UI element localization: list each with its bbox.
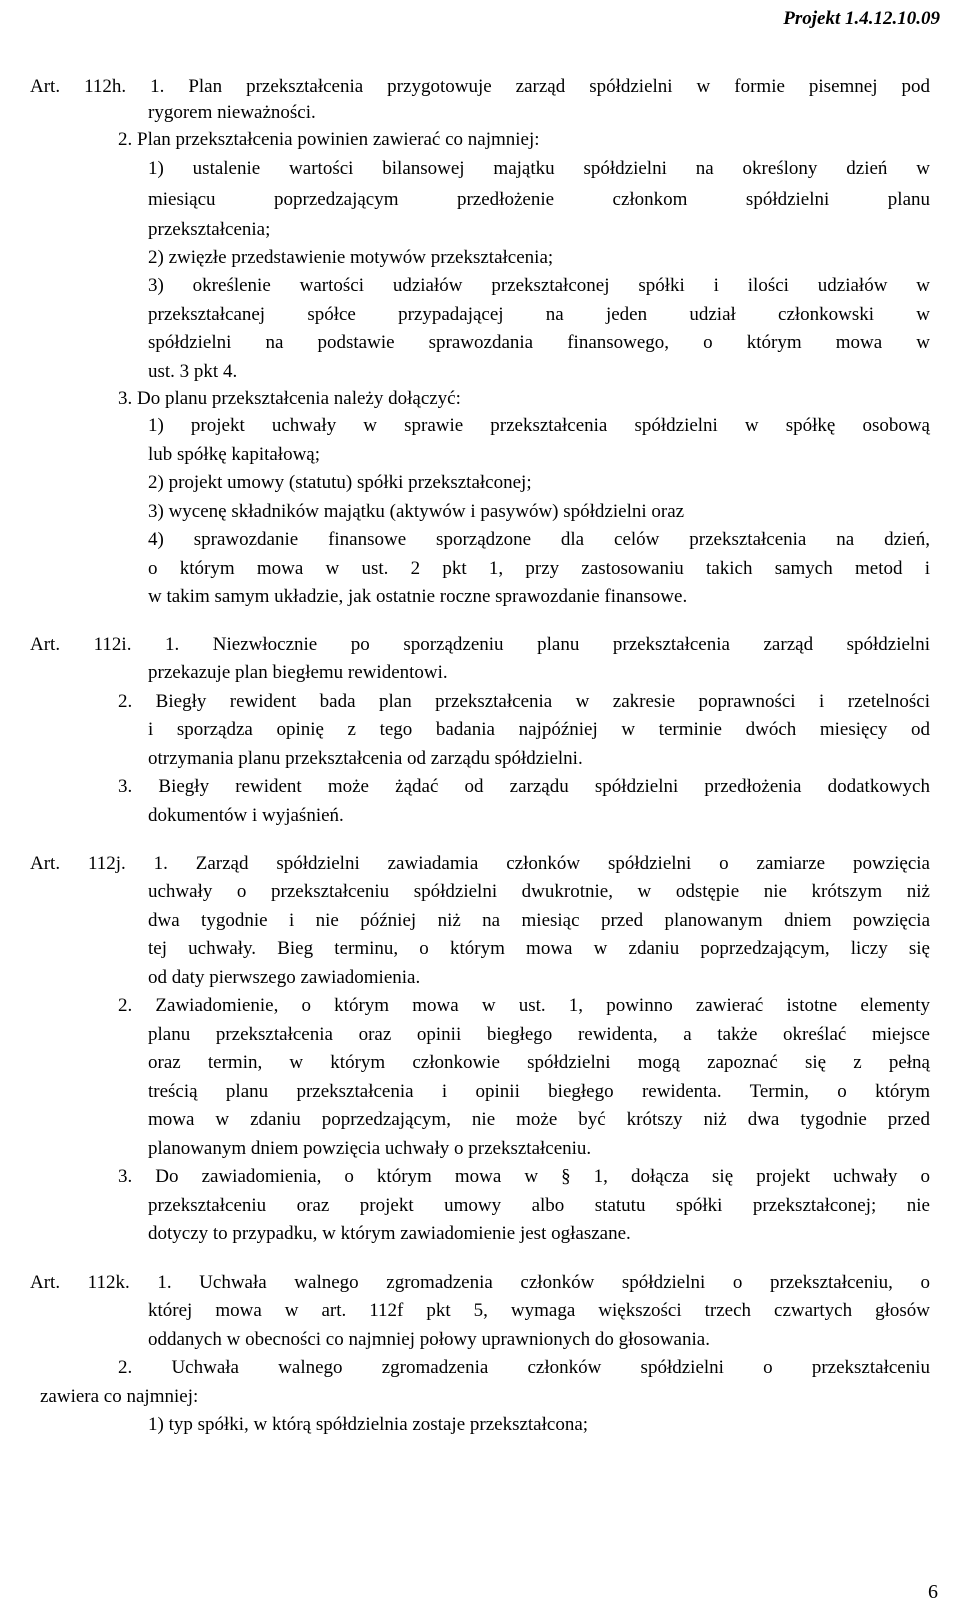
art-112h-p2-item3-d: ust. 3 pkt 4. (148, 361, 238, 382)
art-112j-line-5: od daty pierwszego zawiadomienia. (148, 967, 421, 988)
art-112i-p2-b: i sporządza opinię z tego badania najpóźniej w terminie dwóch miesięcy od (148, 719, 930, 740)
art-112k-p2-b: zawiera co najmniej: (40, 1386, 199, 1407)
art-112j-p2-b: planu przekształcenia oraz opinii biegłego rewidenta, a także określać miejsce (148, 1024, 930, 1045)
art-112j-line-3: dwa tygodnie i nie później niż na miesiąc przed planowanym dniem powzięcia (148, 910, 930, 931)
art-112h-p2-item1-c: przekształcenia; (148, 219, 271, 240)
art-112h-p3-item3: 3) wycenę składników majątku (aktywów i pasywów) spółdzielni oraz (148, 501, 685, 522)
art-112j-line-4: tej uchwały. Bieg terminu, o którym mowa w zdaniu poprzedzającym, liczy się (148, 938, 930, 959)
art-112h-p3-heading: 3. Do planu przekształcenia należy dołączyć: (118, 388, 461, 409)
art-112i-p3-a: 3. Biegły rewident może żądać od zarządu spółdzielni przedłożenia dodatkowych (118, 776, 930, 797)
art-112i-p2-a: 2. Biegły rewident bada plan przekształcenia w zakresie poprawności i rzetelności (118, 691, 930, 712)
art-112h-p2-item1-b: miesiącu poprzedzającym przedłożenie członkom spółdzielni planu (148, 189, 930, 210)
art-112i-line-2: przekazuje plan biegłemu rewidentowi. (148, 662, 448, 683)
art-112h-p2-item3-c: spółdzielni na podstawie sprawozdania finansowego, o którym mowa w (148, 332, 930, 353)
art-112h-p3-item4-b: o którym mowa w ust. 2 pkt 1, przy zastosowaniu takich samych metod i (148, 558, 930, 579)
art-112h-line-1: Art. 112h. 1. Plan przekształcenia przygotowuje zarząd spółdzielni w formie pisemnej pod (30, 76, 930, 97)
art-112h-p3-item2: 2) projekt umowy (statutu) spółki przekształconej; (148, 472, 532, 493)
art-112j-line-1: Art. 112j. 1. Zarząd spółdzielni zawiadamia członków spółdzielni o zamiarze powzięcia (30, 853, 930, 874)
art-112k-p2-a: 2. Uchwała walnego zgromadzenia członków spółdzielni o przekształceniu (118, 1357, 930, 1378)
art-112j-p3-c: dotyczy to przypadku, w którym zawiadomienie jest ogłaszane. (148, 1223, 631, 1244)
art-112h-p2-item2: 2) zwięzłe przedstawienie motywów przekształcenia; (148, 247, 554, 268)
art-112h-p2-item3-a: 3) określenie wartości udziałów przekształconej spółki i ilości udziałów w (148, 275, 930, 296)
art-112j-p2-a: 2. Zawiadomienie, o którym mowa w ust. 1, powinno zawierać istotne elementy (118, 995, 930, 1016)
art-112j-p2-d: treścią planu przekształcenia i opinii biegłego rewidenta. Termin, o którym (148, 1081, 930, 1102)
art-112h-p3-item1-a: 1) projekt uchwały w sprawie przekształcenia spółdzielni w spółkę osobową (148, 415, 930, 436)
art-112h-p3-item1-b: lub spółkę kapitałową; (148, 444, 321, 465)
art-112h-p3-item4-a: 4) sprawozdanie finansowe sporządzone dla celów przekształcenia na dzień, (148, 529, 930, 550)
art-112k-line-1: Art. 112k. 1. Uchwała walnego zgromadzenia członków spółdzielni o przekształceniu, o (30, 1272, 930, 1293)
running-header: Projekt 1.4.12.10.09 (783, 8, 940, 29)
art-112k-p2-item1: 1) typ spółki, w którą spółdzielnia zostaje przekształcona; (148, 1414, 589, 1435)
art-112h-p2-item1-a: 1) ustalenie wartości bilansowej majątku spółdzielni na określony dzień w (148, 158, 930, 179)
art-112j-line-2: uchwały o przekształceniu spółdzielni dwukrotnie, w odstępie nie krótszym niż (148, 881, 930, 902)
art-112j-p3-a: 3. Do zawiadomienia, o którym mowa w § 1, dołącza się projekt uchwały o (118, 1166, 930, 1187)
art-112k-line-2: której mowa w art. 112f pkt 5, wymaga większości trzech czwartych głosów (148, 1300, 930, 1321)
art-112j-p2-c: oraz termin, w którym członkowie spółdzielni mogą zapoznać się z pełną (148, 1052, 930, 1073)
page-number: 6 (928, 1581, 938, 1603)
art-112h-p3-item4-c: w takim samym układzie, jak ostatnie roczne sprawozdanie finansowe. (148, 586, 688, 607)
art-112i-p2-c: otrzymania planu przekształcenia od zarządu spółdzielni. (148, 748, 583, 769)
art-112h-p2-heading: 2. Plan przekształcenia powinien zawierać co najmniej: (118, 129, 540, 150)
art-112i-p3-b: dokumentów i wyjaśnień. (148, 805, 344, 826)
art-112k-line-3: oddanych w obecności co najmniej połowy uprawnionych do głosowania. (148, 1329, 710, 1350)
art-112h-p2-item3-b: przekształcanej spółce przypadającej na jeden udział członkowski w (148, 304, 930, 325)
art-112i-line-1: Art. 112i. 1. Niezwłocznie po sporządzeniu planu przekształcenia zarząd spółdzielni (30, 634, 930, 655)
art-112j-p3-b: przekształceniu oraz projekt umowy albo statutu spółki przekształconej; nie (148, 1195, 930, 1216)
art-112j-p2-e: mowa w zdaniu poprzedzającym, nie może być krótszy niż dwa tygodnie przed (148, 1109, 930, 1130)
art-112h-line-2: rygorem nieważności. (148, 102, 316, 123)
art-112j-p2-f: planowanym dniem powzięcia uchwały o przekształceniu. (148, 1138, 592, 1159)
